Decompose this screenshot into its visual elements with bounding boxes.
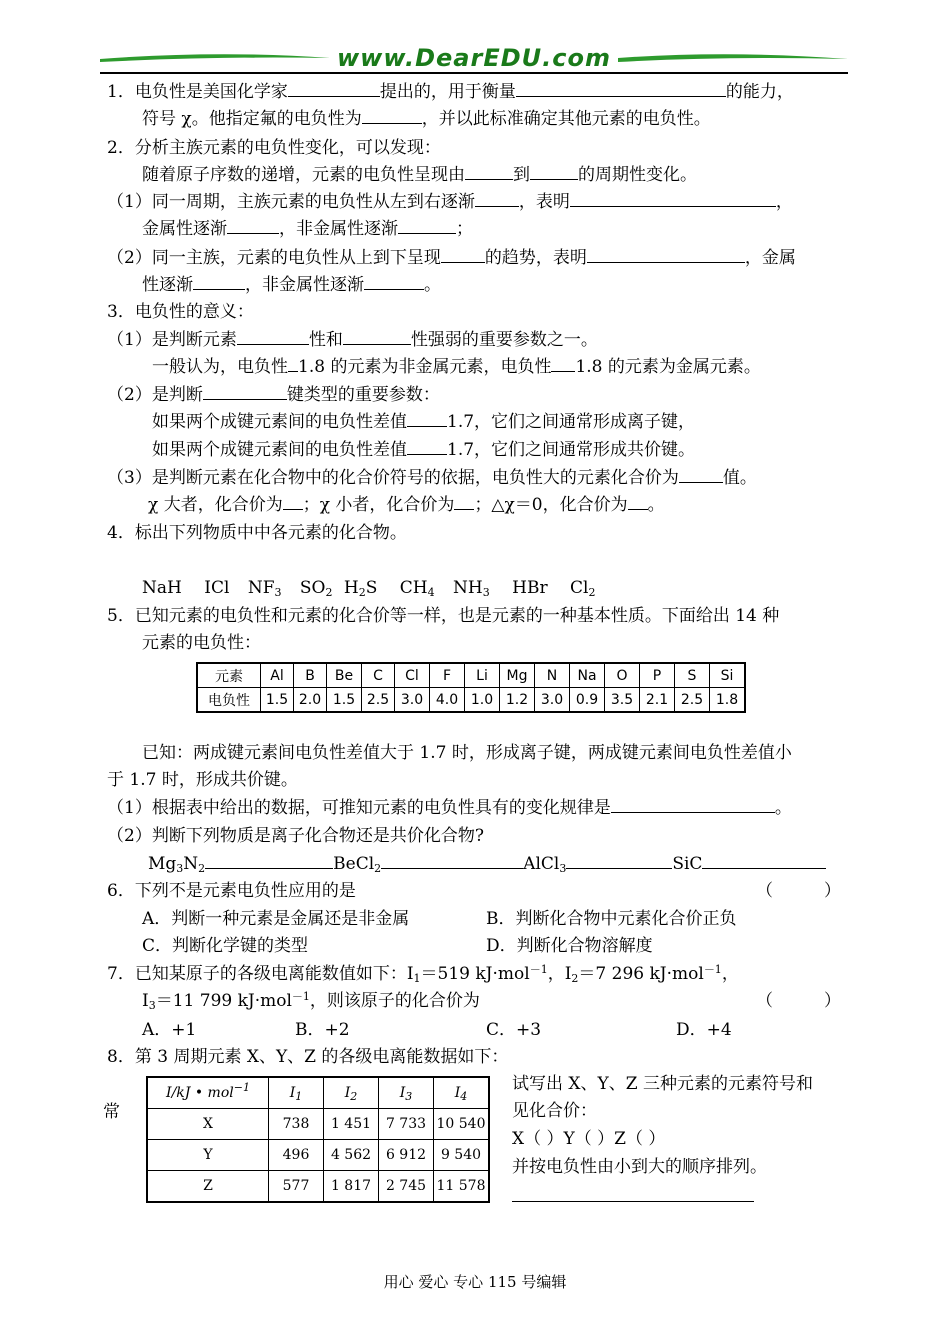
compound: BeCl [333, 854, 375, 874]
element-cell: Be [327, 663, 362, 688]
q2-text: ，金属 [744, 248, 796, 268]
blank[interactable] [227, 218, 279, 234]
blank[interactable] [566, 853, 672, 869]
q2-text: （2）同一主族，元素的电负性从上到下呈现 [107, 248, 441, 268]
subscript: 2 [325, 586, 333, 599]
q3-line-4 [107, 384, 440, 406]
subscript: 1 [413, 972, 421, 985]
element-cell: F [430, 663, 465, 688]
subscript: 2 [350, 1090, 358, 1103]
q2-text: 金属性逐渐 [142, 219, 227, 239]
q4-line-1: 4．标出下列物质中中各元素的化合物。 [107, 523, 407, 543]
q7-line-1 [107, 963, 739, 985]
q3-text: 。 [647, 495, 665, 515]
q3-text: （2）是判断 [107, 385, 203, 405]
q3-text: χ 大者，化合价为 [148, 495, 283, 515]
site-logo-text: www.DearEDU.com [337, 44, 611, 72]
blank[interactable] [611, 797, 775, 813]
compound: Mg [148, 854, 177, 874]
q7-text: ＝519 kJ·mol [420, 964, 530, 984]
q2-text: 随着原子序数的递增，元素的电负性呈现由 [142, 165, 465, 185]
q2-text: （1）同一周期，主族元素的电负性从左到右逐渐 [107, 192, 475, 212]
ionization-energy-table [146, 1076, 490, 1203]
col-symbol: I [454, 1085, 461, 1101]
q3-text: 一般认为，电负性 [152, 357, 288, 377]
blank[interactable] [587, 247, 745, 263]
col-header [324, 1077, 379, 1109]
q2-line-5 [107, 247, 796, 269]
compound: NaH [142, 578, 182, 598]
q7-option-a[interactable]: A．+1 [142, 1020, 197, 1040]
col-symbol: I [399, 1085, 406, 1101]
q8-right-2: 见化合价： [512, 1101, 597, 1121]
value-cell: 1 817 [324, 1171, 379, 1203]
blank[interactable] [283, 494, 303, 510]
compound: H [343, 578, 359, 598]
q2-text: 的周期性变化。 [578, 165, 697, 185]
value-cell: 4 562 [324, 1140, 379, 1171]
q5-text: 。 [774, 798, 792, 818]
compound: NH [453, 578, 483, 598]
compound: N [183, 854, 199, 874]
element-cell: N [535, 663, 570, 688]
table-row [147, 1109, 489, 1140]
subscript: 2 [358, 586, 366, 599]
blank[interactable] [465, 164, 513, 180]
q3-text: 1.8 的元素为金属元素。 [575, 357, 761, 377]
q3-text: 如果两个成键元素间的电负性差值 [152, 412, 407, 432]
q7-text: ，I [547, 964, 572, 984]
subscript: 4 [460, 1090, 468, 1103]
table-row [147, 1171, 489, 1203]
blank[interactable] [475, 191, 519, 207]
blank[interactable] [628, 494, 648, 510]
q7-line-2 [142, 990, 480, 1012]
element-cell: B [294, 663, 327, 688]
blank[interactable] [237, 329, 309, 345]
q2-text: ，表明 [518, 192, 570, 212]
subscript: 2 [588, 586, 596, 599]
q5-line-4: 于 1.7 时，形成共价键。 [107, 770, 298, 790]
q7-option-d[interactable]: D．+4 [676, 1020, 732, 1040]
blank[interactable] [364, 274, 424, 290]
subscript: 3 [148, 999, 156, 1012]
q6-option-a[interactable]: A．判断一种元素是金属还是非金属 [142, 909, 410, 929]
value-cell: 2.0 [294, 688, 327, 713]
subscript: 1 [295, 1090, 303, 1103]
element-cell: O [605, 663, 640, 688]
q7-text: ＝11 799 kJ·mol [155, 991, 292, 1011]
q8-right-4: 并按电负性由小到大的顺序排列。 [512, 1157, 767, 1177]
q2-text: ； [456, 219, 473, 239]
table-row [147, 1140, 489, 1171]
q7-text: ， [721, 964, 739, 984]
blank[interactable] [407, 411, 447, 427]
unit-text: I/kJ • mol [166, 1085, 234, 1101]
value-cell: 1.2 [500, 688, 535, 713]
q3-line-2 [107, 329, 598, 351]
q3-line-7 [107, 467, 757, 489]
value-cell: 496 [269, 1140, 324, 1171]
q6-option-c[interactable]: C．判断化学键的类型 [142, 936, 309, 956]
blank[interactable] [193, 274, 245, 290]
q8-answer-blank[interactable] [512, 1201, 754, 1202]
q8-right-3[interactable]: X（ ）Y（ ）Z（ ） [512, 1129, 666, 1149]
blank[interactable] [516, 81, 726, 97]
value-cell: 577 [269, 1171, 324, 1203]
q3-text: ；χ 小者，化合价为 [302, 495, 455, 515]
q5-line-2: 元素的电负性： [142, 633, 261, 653]
q3-line-1: 3．电负性的意义： [107, 302, 254, 322]
blank[interactable] [679, 467, 723, 483]
blank[interactable] [570, 191, 776, 207]
q5-line-1: 5．已知元素的电负性和元素的化合价等一样，也是元素的一种基本性质。下面给出 14 种 [107, 606, 780, 626]
q1-line-2 [142, 108, 711, 130]
blank[interactable] [203, 384, 287, 400]
q7-text: ，则该原子的化合价为 [309, 991, 480, 1011]
q3-line-6 [152, 439, 695, 461]
element-cell: P [640, 663, 675, 688]
blank[interactable] [702, 853, 826, 869]
element-cell: Al [261, 663, 294, 688]
compound: AlCl [523, 854, 560, 874]
superscript: －1 [703, 963, 722, 976]
blank[interactable] [381, 853, 523, 869]
q2-line-6 [142, 274, 441, 296]
q5-compound-line [148, 853, 826, 875]
q1-text: 符号 χ。他指定氟的电负性为 [142, 109, 362, 129]
compound: SO [299, 578, 326, 598]
value-cell: 0.9 [570, 688, 605, 713]
q3-text: 键类型的重要参数： [286, 385, 440, 405]
subscript: 3 [559, 862, 567, 875]
subscript: 2 [198, 862, 206, 875]
q2-line-1: 2．分析主族元素的电负性变化，可以发现： [107, 138, 441, 158]
compound: NF [247, 578, 275, 598]
q3-text: 1.7，它们之间通常形成离子键， [447, 412, 696, 432]
element-cell: Mg [500, 663, 535, 688]
blank[interactable] [205, 853, 333, 869]
header-rule [100, 72, 848, 74]
compound: CH [399, 578, 428, 598]
table-row-label: 电负性 [197, 688, 261, 713]
col-header [434, 1077, 490, 1109]
q6-option-b[interactable]: B．判断化合物中元素化合价正负 [486, 909, 737, 929]
element-cell: X [147, 1109, 269, 1140]
q2-text: ，非金属性逐渐 [279, 219, 398, 239]
q2-text: 。 [424, 275, 441, 295]
blank[interactable] [288, 356, 298, 372]
q1-text: 提出的，用于衡量 [379, 82, 516, 102]
value-cell: 2.5 [362, 688, 395, 713]
blank[interactable] [288, 81, 380, 97]
q7-text: I [142, 991, 149, 1011]
q2-line-2 [142, 164, 697, 186]
q8-side-char: 常 [103, 1102, 120, 1122]
q3-text: 如果两个成键元素间的电负性差值 [152, 440, 407, 460]
q6-option-d[interactable]: D．判断化合物溶解度 [486, 936, 653, 956]
subscript: 2 [374, 862, 382, 875]
q3-text: 1.7，它们之间通常形成共价键。 [447, 440, 696, 460]
q1-text: 的能力， [725, 82, 794, 102]
superscript: −1 [233, 1081, 250, 1094]
electronegativity-table [196, 662, 746, 713]
value-cell: 11 578 [434, 1171, 490, 1203]
q7-option-b[interactable]: B．+2 [295, 1020, 350, 1040]
unit-header [147, 1077, 269, 1109]
table-header-row [147, 1077, 489, 1109]
q2-text: 的趋势，表明 [484, 248, 587, 268]
col-symbol: I [344, 1085, 351, 1101]
subscript: 3 [482, 586, 490, 599]
q8-right-1: 试写出 X、Y、Z 三种元素的元素符号和 [512, 1074, 813, 1094]
value-cell: 10 540 [434, 1109, 490, 1140]
value-cell: 1 451 [324, 1109, 379, 1140]
q3-line-3 [152, 356, 761, 378]
q1-line-1 [107, 81, 794, 103]
q7-text: ＝7 296 kJ·mol [578, 964, 704, 984]
element-cell: Si [710, 663, 746, 688]
element-cell: Na [570, 663, 605, 688]
value-cell: 7 733 [379, 1109, 434, 1140]
q3-line-8 [148, 494, 665, 516]
value-cell: 1.5 [327, 688, 362, 713]
q2-line-4 [142, 218, 473, 240]
table-row [197, 663, 745, 688]
value-cell: 1.0 [465, 688, 500, 713]
q2-text: 到 [513, 165, 530, 185]
q1-text: ，并以此标准确定其他元素的电负性。 [421, 109, 711, 129]
page-footer: 用心 爱心 专心 115 号编辑 [383, 1273, 567, 1291]
compound: SiC [672, 854, 703, 874]
q2-text: 性逐渐 [142, 275, 193, 295]
q5-text: （1）根据表中给出的数据，可推知元素的电负性具有的变化规律是 [107, 798, 611, 818]
blank[interactable] [343, 329, 411, 345]
q5-line-3: 已知：两成键元素间电负性差值大于 1.7 时，形成离子键，两成键元素间电负性差值小 [142, 743, 792, 763]
q3-text: 性强弱的重要参数之一。 [410, 330, 598, 350]
element-cell: Li [465, 663, 500, 688]
q3-text: ；△χ＝0，化合价为 [474, 495, 628, 515]
q3-text: （3）是判断元素在化合物中的化合价符号的依据，电负性大的元素化合价为 [107, 468, 679, 488]
value-cell: 2.5 [675, 688, 710, 713]
compound: Cl [570, 578, 589, 598]
element-cell: S [675, 663, 710, 688]
q7-text: 7．已知某原子的各级电离能数值如下：I [107, 964, 414, 984]
element-cell: Y [147, 1140, 269, 1171]
q8-stem: 8．第 3 周期元素 X、Y、Z 的各级电离能数据如下： [107, 1047, 509, 1067]
q7-option-c[interactable]: C．+3 [486, 1020, 542, 1040]
subscript: 4 [427, 586, 435, 599]
value-cell: 2.1 [640, 688, 675, 713]
q2-text: ，非金属性逐渐 [245, 275, 364, 295]
compound: ICl [204, 578, 230, 598]
value-cell: 4.0 [430, 688, 465, 713]
q6-stem: 6．下列不是元素电负性应用的是 [107, 881, 356, 901]
value-cell: 3.0 [535, 688, 570, 713]
value-cell: 3.5 [605, 688, 640, 713]
subscript: 3 [176, 862, 184, 875]
q3-line-5 [152, 411, 695, 433]
subscript: 3 [274, 586, 282, 599]
element-cell: Z [147, 1171, 269, 1203]
subscript: 2 [571, 972, 579, 985]
q3-text: 性和 [308, 330, 343, 350]
subscript: 3 [405, 1090, 413, 1103]
q6-answer-paren[interactable]: （ ） [756, 881, 841, 901]
blank[interactable] [441, 247, 485, 263]
value-cell: 738 [269, 1109, 324, 1140]
superscript: －1 [291, 990, 310, 1003]
q3-text: 1.8 的元素为非金属元素，电负性 [298, 357, 552, 377]
blank[interactable] [407, 439, 447, 455]
element-cell: Cl [395, 663, 430, 688]
value-cell: 6 912 [379, 1140, 434, 1171]
value-cell: 1.5 [261, 688, 294, 713]
element-cell: C [362, 663, 395, 688]
compound: HBr [512, 578, 548, 598]
blank[interactable] [551, 356, 575, 372]
blank[interactable] [362, 108, 422, 124]
blank[interactable] [454, 494, 474, 510]
col-symbol: I [289, 1085, 296, 1101]
table-row-label: 元素 [197, 663, 261, 688]
q5-line-5 [107, 797, 792, 819]
q5-line-6: （2）判断下列物质是离子化合物还是共价化合物? [107, 826, 484, 846]
blank[interactable] [398, 218, 456, 234]
value-cell: 2 745 [379, 1171, 434, 1203]
superscript: －1 [529, 963, 548, 976]
value-cell: 3.0 [395, 688, 430, 713]
q7-answer-paren[interactable]: （ ） [756, 991, 841, 1011]
value-cell: 1.8 [710, 688, 746, 713]
q4-compounds [142, 577, 595, 599]
compound: S [365, 578, 378, 598]
value-cell: 9 540 [434, 1140, 490, 1171]
col-header [379, 1077, 434, 1109]
col-header [269, 1077, 324, 1109]
table-row [197, 688, 745, 713]
q2-line-3 [107, 191, 793, 213]
q3-text: （1）是判断元素 [107, 330, 237, 350]
page-header [100, 44, 848, 80]
q2-text: ， [775, 192, 793, 212]
q1-text: 1．电负性是美国化学家 [107, 82, 288, 102]
q3-text: 值。 [722, 468, 757, 488]
blank[interactable] [530, 164, 578, 180]
